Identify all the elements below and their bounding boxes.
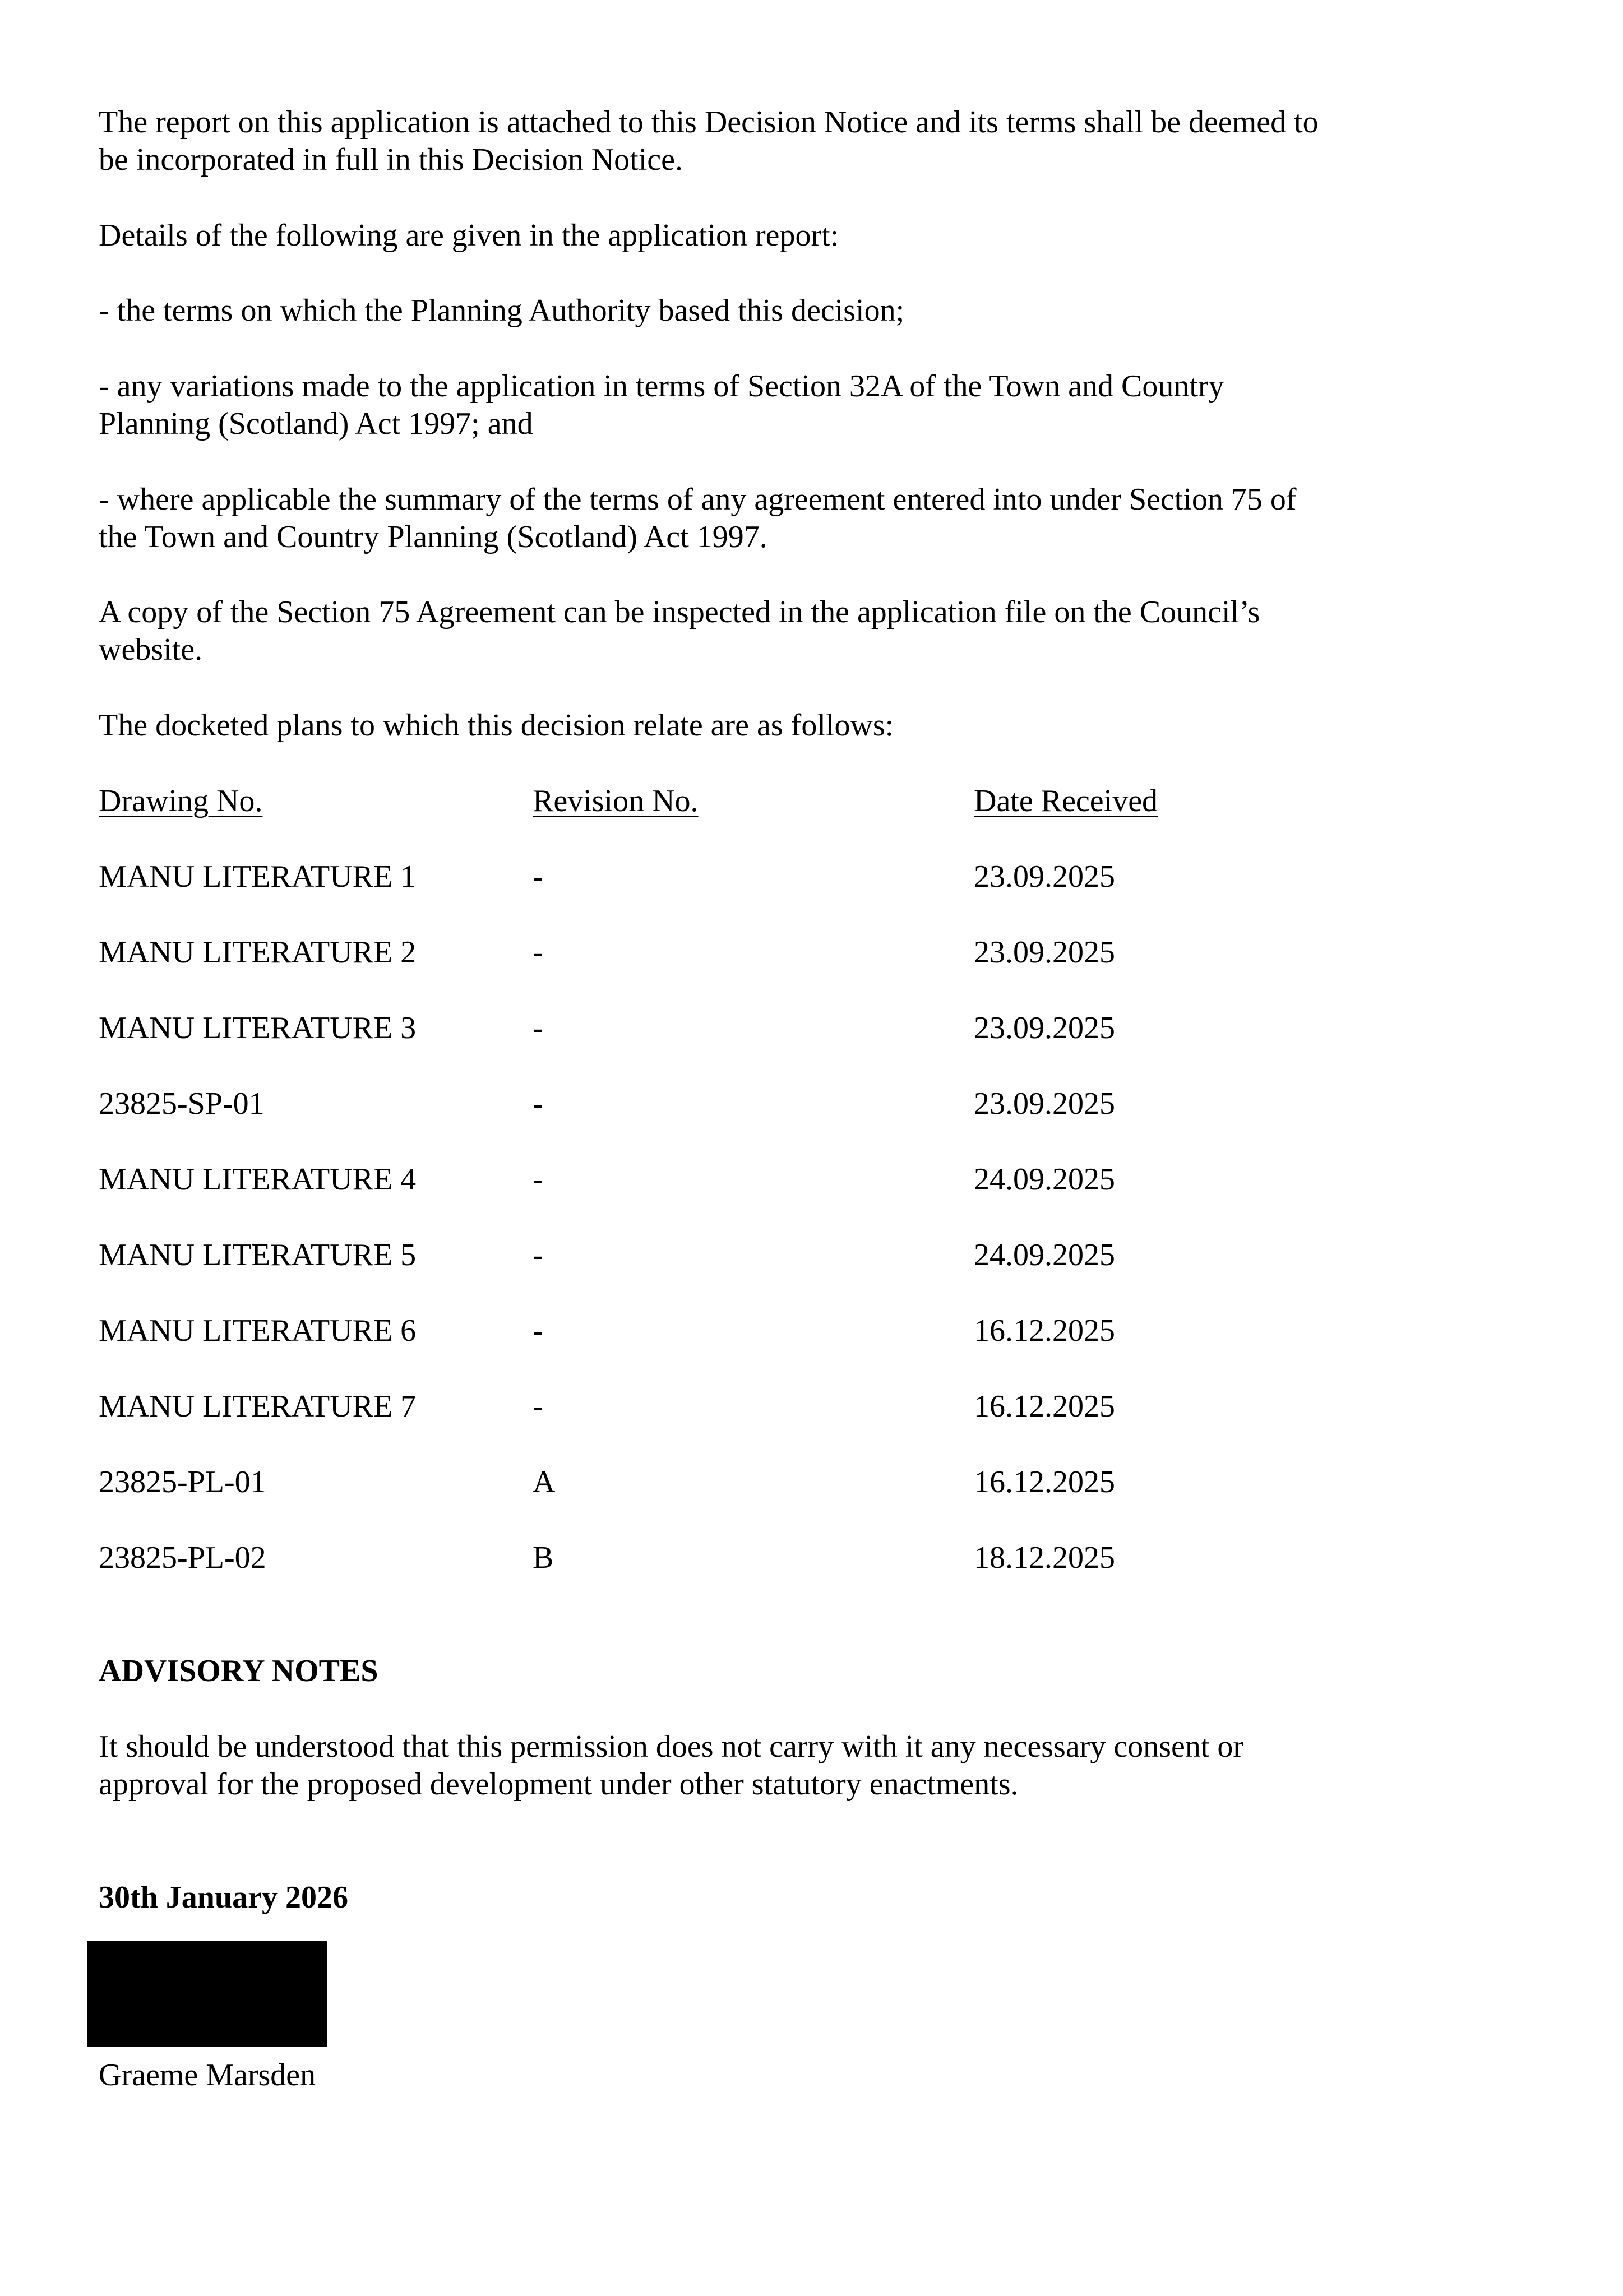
decision-date: 30th January 2026 — [99, 1880, 348, 1915]
revision-no-cell: - — [533, 1238, 543, 1272]
drawing-no-cell: MANU LITERATURE 6 — [99, 1313, 417, 1348]
revision-no-cell: - — [533, 1162, 543, 1197]
date-received-cell: 23.09.2025 — [974, 935, 1115, 970]
advisory-note-line: It should be understood that this permission does not carry with it any necessary consent or — [99, 1729, 1244, 1764]
date-received-cell: 24.09.2025 — [974, 1238, 1115, 1272]
section75-paragraph-line: website. — [99, 632, 203, 667]
docketed-plans-intro: The docketed plans to which this decision relate are as follows: — [99, 708, 894, 743]
advisory-note-line: approval for the proposed development under other statutory enactments. — [99, 1767, 1019, 1802]
drawing-no-cell: MANU LITERATURE 2 — [99, 935, 417, 970]
table-row — [0, 1160, 1623, 1198]
advisory-notes-heading: ADVISORY NOTES — [99, 1654, 378, 1688]
revision-no-cell: - — [533, 859, 543, 894]
header-date-received: Date Received — [974, 784, 1158, 818]
table-row — [0, 1463, 1623, 1501]
revision-no-cell: - — [533, 935, 543, 970]
revision-no-cell: B — [533, 1540, 554, 1575]
section75-paragraph-line: A copy of the Section 75 Agreement can be inspected in the application file on the Council’s — [99, 595, 1260, 629]
table-row — [0, 1085, 1623, 1123]
header-drawing-no: Drawing No. — [99, 784, 263, 818]
date-received-cell: 18.12.2025 — [974, 1540, 1115, 1575]
date-received-cell: 24.09.2025 — [974, 1162, 1115, 1197]
variations-bullet-line: Planning (Scotland) Act 1997; and — [99, 406, 533, 441]
date-received-cell: 23.09.2025 — [974, 1086, 1115, 1121]
header-revision-no: Revision No. — [533, 784, 699, 818]
intro-paragraph-line: be incorporated in full in this Decision Notice. — [99, 142, 683, 177]
drawing-no-cell: 23825-SP-01 — [99, 1086, 265, 1121]
signatory-name: Graeme Marsden — [99, 2058, 316, 2093]
revision-no-cell: - — [533, 1313, 543, 1348]
agreement-bullet-line: the Town and Country Planning (Scotland) Act 1997. — [99, 520, 767, 554]
plans-table-header-row — [0, 782, 1623, 820]
table-row — [0, 1009, 1623, 1047]
date-received-cell: 16.12.2025 — [974, 1313, 1115, 1348]
table-row — [0, 933, 1623, 971]
drawing-no-cell: MANU LITERATURE 1 — [99, 859, 417, 894]
agreement-bullet-line: - where applicable the summary of the terms of any agreement entered into under Section 75 of — [99, 482, 1297, 517]
date-received-cell: 16.12.2025 — [974, 1389, 1115, 1424]
redacted-signature — [87, 1941, 327, 2047]
revision-no-cell: A — [533, 1465, 556, 1499]
drawing-no-cell: MANU LITERATURE 4 — [99, 1162, 417, 1197]
table-row — [0, 1312, 1623, 1350]
revision-no-cell: - — [533, 1086, 543, 1121]
revision-no-cell: - — [533, 1011, 543, 1045]
date-received-cell: 16.12.2025 — [974, 1465, 1115, 1499]
terms-bullet: - the terms on which the Planning Authority based this decision; — [99, 293, 905, 328]
drawing-no-cell: 23825-PL-02 — [99, 1540, 266, 1575]
table-row — [0, 1539, 1623, 1577]
details-intro-text: Details of the following are given in the application report: — [99, 218, 839, 253]
drawing-no-cell: 23825-PL-01 — [99, 1465, 266, 1499]
drawing-no-cell: MANU LITERATURE 7 — [99, 1389, 417, 1424]
table-row — [0, 1236, 1623, 1274]
intro-paragraph-line: The report on this application is attached to this Decision Notice and its terms shall be deemed to — [99, 105, 1319, 140]
revision-no-cell: - — [533, 1389, 543, 1424]
table-row — [0, 1387, 1623, 1425]
drawing-no-cell: MANU LITERATURE 5 — [99, 1238, 417, 1272]
date-received-cell: 23.09.2025 — [974, 1011, 1115, 1045]
drawing-no-cell: MANU LITERATURE 3 — [99, 1011, 417, 1045]
variations-bullet-line: - any variations made to the application in terms of Section 32A of the Town and Country — [99, 369, 1224, 404]
table-row — [0, 858, 1623, 896]
date-received-cell: 23.09.2025 — [974, 859, 1115, 894]
